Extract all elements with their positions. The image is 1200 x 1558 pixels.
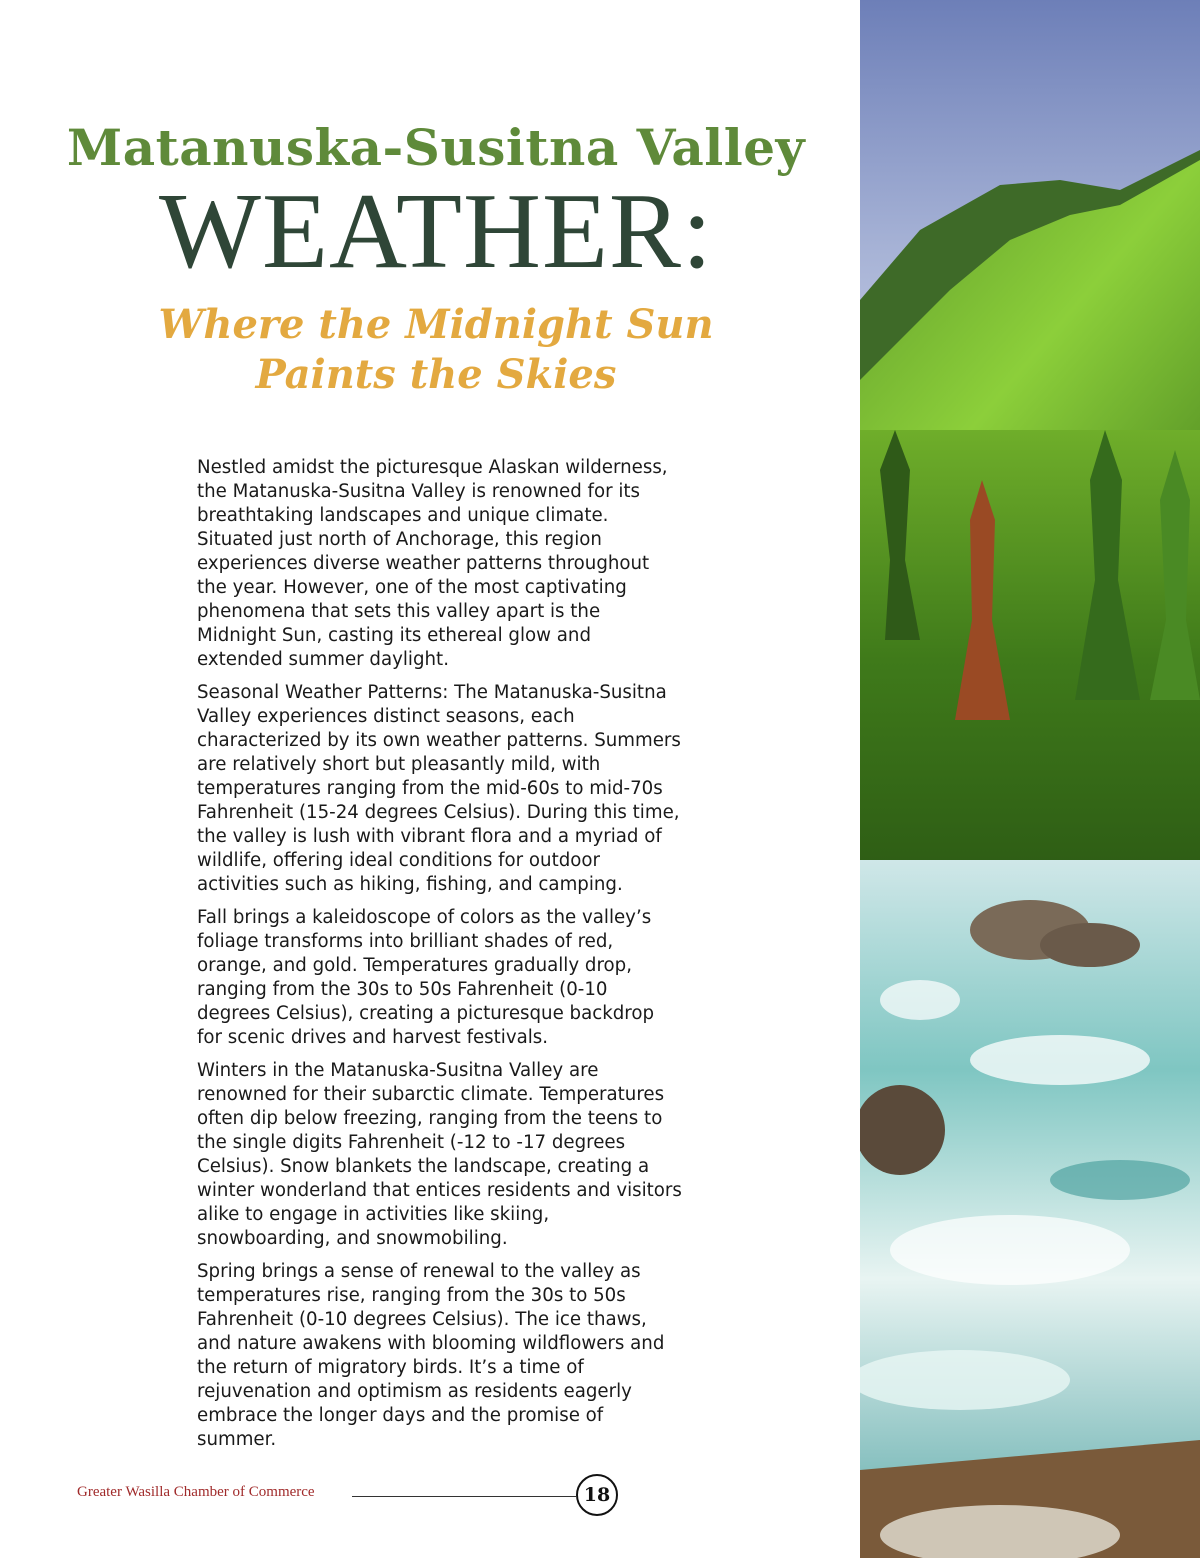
article-body [197, 456, 682, 1461]
subtitle-line-2: Paints the Skies [255, 351, 617, 398]
subtitle-line-1: Where the Midnight Sun [158, 301, 714, 348]
footer-organization: Greater Wasilla Chamber of Commerce [77, 1484, 315, 1500]
landscape-photo [860, 0, 1200, 1558]
paragraph-spring: Spring brings a sense of renewal to the valley as temperatures rise, ranging from the 30s to 50s Fahrenheit (0-10 degrees Celsius). The ice thaws, and nature awakens with blooming wildflowers and the return of migratory birds. It’s a time of rejuvenation and optimism as residents eagerly embrace the longer days and the promise of summer. [197, 1261, 665, 1450]
river-mountain-image [860, 0, 1200, 1558]
paragraph-fall: Fall brings a kaleidoscope of colors as the valley’s foliage transforms into brilliant shades of red, orange, and gold. Temperatures gradually drop, ranging from the 30s to 50s Fahrenheit (0-10 degrees Celsius), creating a picturesque backdrop for scenic drives and harvest festivals. [197, 907, 655, 1048]
page-title: WEATHER: [159, 172, 713, 291]
paragraph-winter: Winters in the Matanuska-Susitna Valley are renowned for their subarctic climate. Temperatures often dip below freezing, ranging from the teens to the single digits Fahrenheit (-12 to -17 degrees Celsius). Snow blankets the landscape, creating a winter wonderland that entices residents and visitors alike to engage in activities like skiing, snowboarding, and snowmobiling. [197, 1060, 682, 1249]
footer-divider [352, 1496, 576, 1497]
paragraph-seasonal: Seasonal Weather Patterns: The Matanuska-Susitna Valley experiences distinct seasons, each characterized by its own weather patterns. Summers are relatively short but pleasantly mild, with temperatures ranging from the mid-60s to mid-70s Fahrenheit (15-24 degrees Celsius). During this time, the valley is lush with vibrant flora and a myriad of wildlife, offering ideal conditions for outdoor activities such as hiking, fishing, and camping. [197, 682, 681, 895]
page-number: 18 [576, 1474, 618, 1516]
title-region: Matanuska-Susitna Valley [66, 118, 806, 177]
paragraph-intro: Nestled amidst the picturesque Alaskan wilderness, the Matanuska-Susitna Valley is renowned for its breathtaking landscapes and unique climate. Situated just north of Anchorage, this region experiences diverse weather patterns throughout the year. However, one of the most captivating phenomena that sets this valley apart is the Midnight Sun, casting its ethereal glow and extended summer daylight. [197, 457, 668, 670]
subtitle [0, 300, 872, 400]
